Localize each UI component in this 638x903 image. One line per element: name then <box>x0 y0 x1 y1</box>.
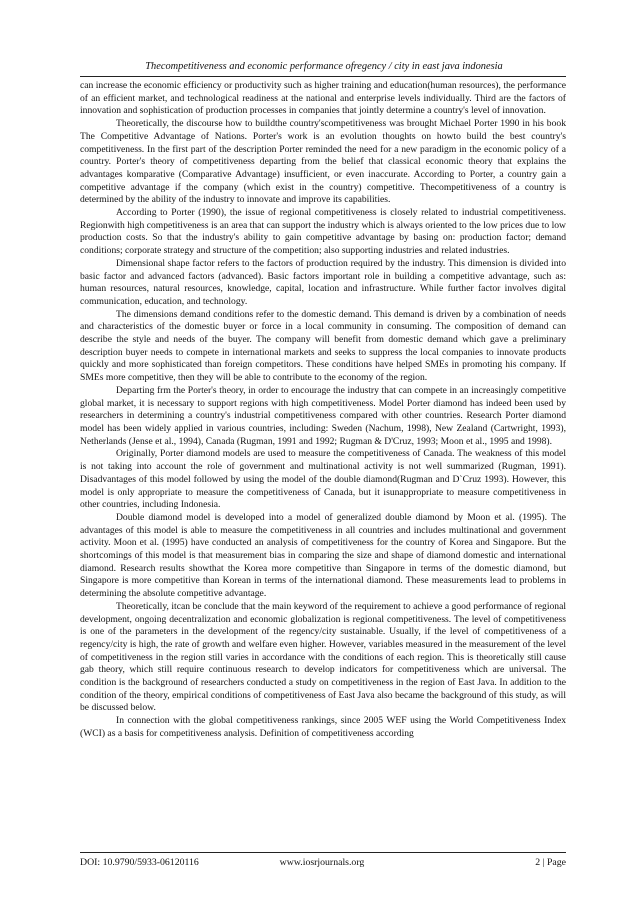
body-text <box>80 80 566 741</box>
paragraph: The dimensions demand conditions refer to the domestic demand. This demand is driven by a combination of needs and characteristics of the domestic buyer or force in a local community in consuming. The composition of demand can describe the style and needs of the buyer. The company will benefit from domestic demand which gave a preliminary description buyer needs to compete in international markets and seeks to suppress the local companies to innovate products quickly and more sophisticated than foreign competitors. These conditions have helped SMEs in promoting his company. If SMEs more competitive, then they will be able to contribute to the economy of the region. <box>80 308 566 384</box>
paragraph: In connection with the global competitiveness rankings, since 2005 WEF using the World Competitiveness Index (WCI) as a basis for competitiveness analysis. Definition of competitiveness according <box>80 715 566 739</box>
paragraph: According to Porter (1990), the issue of regional competitiveness is closely related to industrial competitiveness. Regionwith high competitiveness is an area that can support the industry which is always oriented to the low prices due to low production costs. So that the industry's ability to gain competitive advantage by basing on: production factor; demand conditions; corporate strategy and structure of the competition; also supporting industries and related industries. <box>80 207 566 257</box>
paragraph: Theoretically, the discourse how to buildthe country'scompetitiveness was brought Michael Porter 1990 in his book The Competitive Advantage of Nations. Porter's work is an evolution thoughts on howto build the best country's competitiveness. In the first part of the description Porter reminded the need for a new paradigm in the economic policy of a country. Porter's theory of competitiveness departing from the belief that classical economic theory that explains the advantages komparative (Comparative Advantage) insufficient, or even inaccurate. According to Porter, a country gain a competitive advantage if the company (which exist in the country) competitive. Thecompetitiveness of a country is determined by the ability of the industry to innovate and improve its capabilities. <box>80 118 566 206</box>
footer-doi: DOI: 10.9790/5933-06120116 <box>80 857 199 868</box>
footer-page-number: 2 | Page <box>535 857 566 868</box>
running-header: Thecompetitiveness and economic performance ofregency / city in east java indonesia <box>145 61 503 72</box>
paragraph: Dimensional shape factor refers to the factors of production required by the industry. This dimension is divided into basic factor and advanced factors (advanced). Basic factors important role in building a competitive advantage, such as: human resources, natural resources, knowledge, capital, location and infrastructure. While further factor involves digital communication, education, and technology. <box>80 257 566 307</box>
paragraph: Theoretically, itcan be conclude that the main keyword of the requirement to achieve a good performance of regional development, ongoing decentralization and economic globalization is regional competitiveness. The level of competitiveness is one of the parameters in the development of the regency/city sustainable. Usually, if the level of competitiveness of a regency/city is high, the rate of growth and welfare even higher. However, variables measured in the measurement of the level of competitiveness in the region still varies in accordance with the conditions of each region. This is theoretically still cause gab theory, which still require continuous research to develop indicators for competitiveness which are universal. The condition is the background of researchers conducted a study on competitiveness in the region of East Java. In addition to the condition of the theory, empirical conditions of competitiveness of East Java also became the background of this study, as will be discussed below. <box>80 600 566 714</box>
footer-website: www.iosrjournals.org <box>279 857 365 868</box>
footer-divider <box>80 852 566 853</box>
paragraph: Double diamond model is developed into a model of generalized double diamond by Moon et al. (1995). The advantages of this model is able to measure the competitiveness in all countries and includes multinational and government activity. Moon et al. (1995) have conducted an analysis of competitiveness for the country of Korea and Singapore. But the shortcomings of this model is that measurement bias in comparing the size and shape of diamond domestic and international diamond. Research results showthat the Korea more competitive than Singapore in terms of the domestic diamond, but Singapore is more competitive than Korean in terms of the international diamond. These measurements lead to problems in determining the absolute competitive advantage. <box>80 511 566 600</box>
paragraph: can increase the economic efficiency or productivity such as higher training and education(human resources), the performance of an efficient market, and technological readiness at the national and enterprise levels individually. Third are the factors of innovation and sophistication of production processes in companies that jointly determine a country's level of innovation. <box>80 80 566 117</box>
paragraph: Originally, Porter diamond models are used to measure the competitiveness of Canada. The weakness of this model is not taking into account the role of government and multinational activity is not well summarized (Rugman, 1991). Disadvantages of this model followed by using the model of the double diamond(Rugman and D`Cruz 1993). However, this model is only appropriate to measure the competitiveness of Canada, but it isunappropriate to measure competitiveness in other countries, including Indonesia. <box>80 448 566 511</box>
header-divider <box>80 76 566 77</box>
page-footer <box>80 857 566 869</box>
paragraph: Departing frm the Porter's theory, in order to encourage the industry that can compete in an increasingly competitive global market, it is necessary to support regions with high competitiveness. Model Porter diamond has indeed been used by researchers in determining a country's industrial competitiveness compared with other countries. Research Porter diamond model has been widely applied in various countries, including: Sweden (Nachum, 1998), New Zealand (Cartwright, 1993), Netherlands (Jense et al., 1994), Canada (Rugman, 1991 and 1992; Rugman & D'Cruz, 1993; Moon et al., 1995 and 1998). <box>80 384 566 447</box>
